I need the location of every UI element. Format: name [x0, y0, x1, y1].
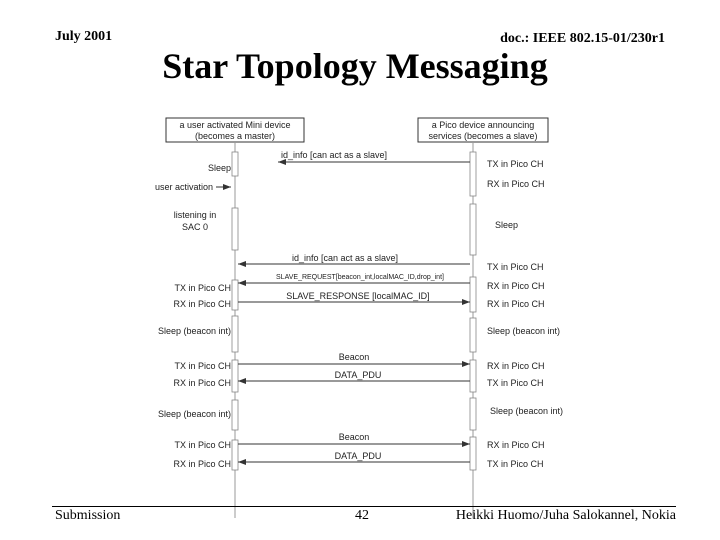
- message-label: DATA_PDU: [334, 451, 382, 461]
- left-activation-bar: [232, 440, 238, 470]
- right-state-label: Sleep: [495, 220, 519, 230]
- message-label: Beacon: [338, 352, 370, 362]
- right-state-label: TX in Pico CH: [487, 459, 544, 469]
- left-activation-bar: [232, 208, 238, 250]
- left-state-label: RX in Pico CH: [173, 459, 231, 469]
- footer-rule: [52, 506, 676, 507]
- header-date: July 2001: [55, 29, 113, 44]
- header-doc-id: doc.: IEEE 802.15-01/230r1: [500, 31, 665, 46]
- left-activation-bar: [232, 400, 238, 430]
- right-state-label: TX in Pico CH: [487, 159, 544, 169]
- right-state-label: Sleep (beacon int): [487, 326, 561, 336]
- right-activation-bar: [470, 437, 476, 470]
- right-activation-bar: [470, 204, 476, 255]
- left-activation-bar: [232, 280, 238, 310]
- right-state-label: RX in Pico CH: [487, 281, 545, 291]
- right-state-label: RX in Pico CH: [487, 440, 545, 450]
- left-state-label: TX in Pico CH: [174, 361, 231, 371]
- left-state-label: Sleep: [207, 163, 231, 173]
- slide-title: Star Topology Messaging: [162, 46, 548, 86]
- footer-submission: Submission: [55, 508, 121, 523]
- left-activation-bar: [232, 152, 238, 176]
- left-state-label: listening in SAC 0: [173, 210, 217, 232]
- message-label: SLAVE_RESPONSE [localMAC_ID]: [286, 291, 430, 301]
- right-activation-bar: [470, 398, 476, 430]
- left-state-label: RX in Pico CH: [173, 299, 231, 309]
- right-activation-bar: [470, 318, 476, 352]
- left-state-label: TX in Pico CH: [174, 283, 231, 293]
- right-state-label: RX in Pico CH: [487, 179, 545, 189]
- right-activation-bar: [470, 277, 476, 312]
- right-activation-bar: [470, 152, 476, 196]
- right-state-label: TX in Pico CH: [487, 378, 544, 388]
- right-activation-bar: [470, 360, 476, 392]
- left-activation-bar: [232, 316, 238, 352]
- left-activation-bar: [232, 360, 238, 392]
- left-state-label: TX in Pico CH: [174, 440, 231, 450]
- message-label: Beacon: [338, 432, 370, 442]
- message-label: SLAVE_REQUEST[beacon_int,localMAC_ID,drop_int]: [276, 274, 444, 281]
- right-state-label: RX in Pico CH: [487, 299, 545, 309]
- message-label: id_info [can act as a slave]: [280, 150, 388, 160]
- right-state-label: RX in Pico CH: [487, 361, 545, 371]
- left-state-label: Sleep (beacon int): [157, 409, 231, 419]
- right-state-label: Sleep (beacon int): [490, 406, 564, 416]
- left-state-label: Sleep (beacon int): [157, 326, 231, 336]
- left-state-label: RX in Pico CH: [173, 378, 231, 388]
- footer-authors: Heikki Huomo/Juha Salokannel, Nokia: [455, 508, 676, 523]
- left-entity-label: a user activated Mini device (becomes a master): [179, 120, 291, 141]
- message-label: id_info [can act as a slave]: [291, 253, 399, 263]
- right-entity-label: a Pico device announcing services (becomes a slave): [428, 120, 538, 141]
- message-label: DATA_PDU: [334, 370, 382, 380]
- right-state-label: TX in Pico CH: [487, 262, 544, 272]
- footer-page-number: 42: [355, 508, 369, 523]
- left-state-label: user activation: [154, 182, 213, 192]
